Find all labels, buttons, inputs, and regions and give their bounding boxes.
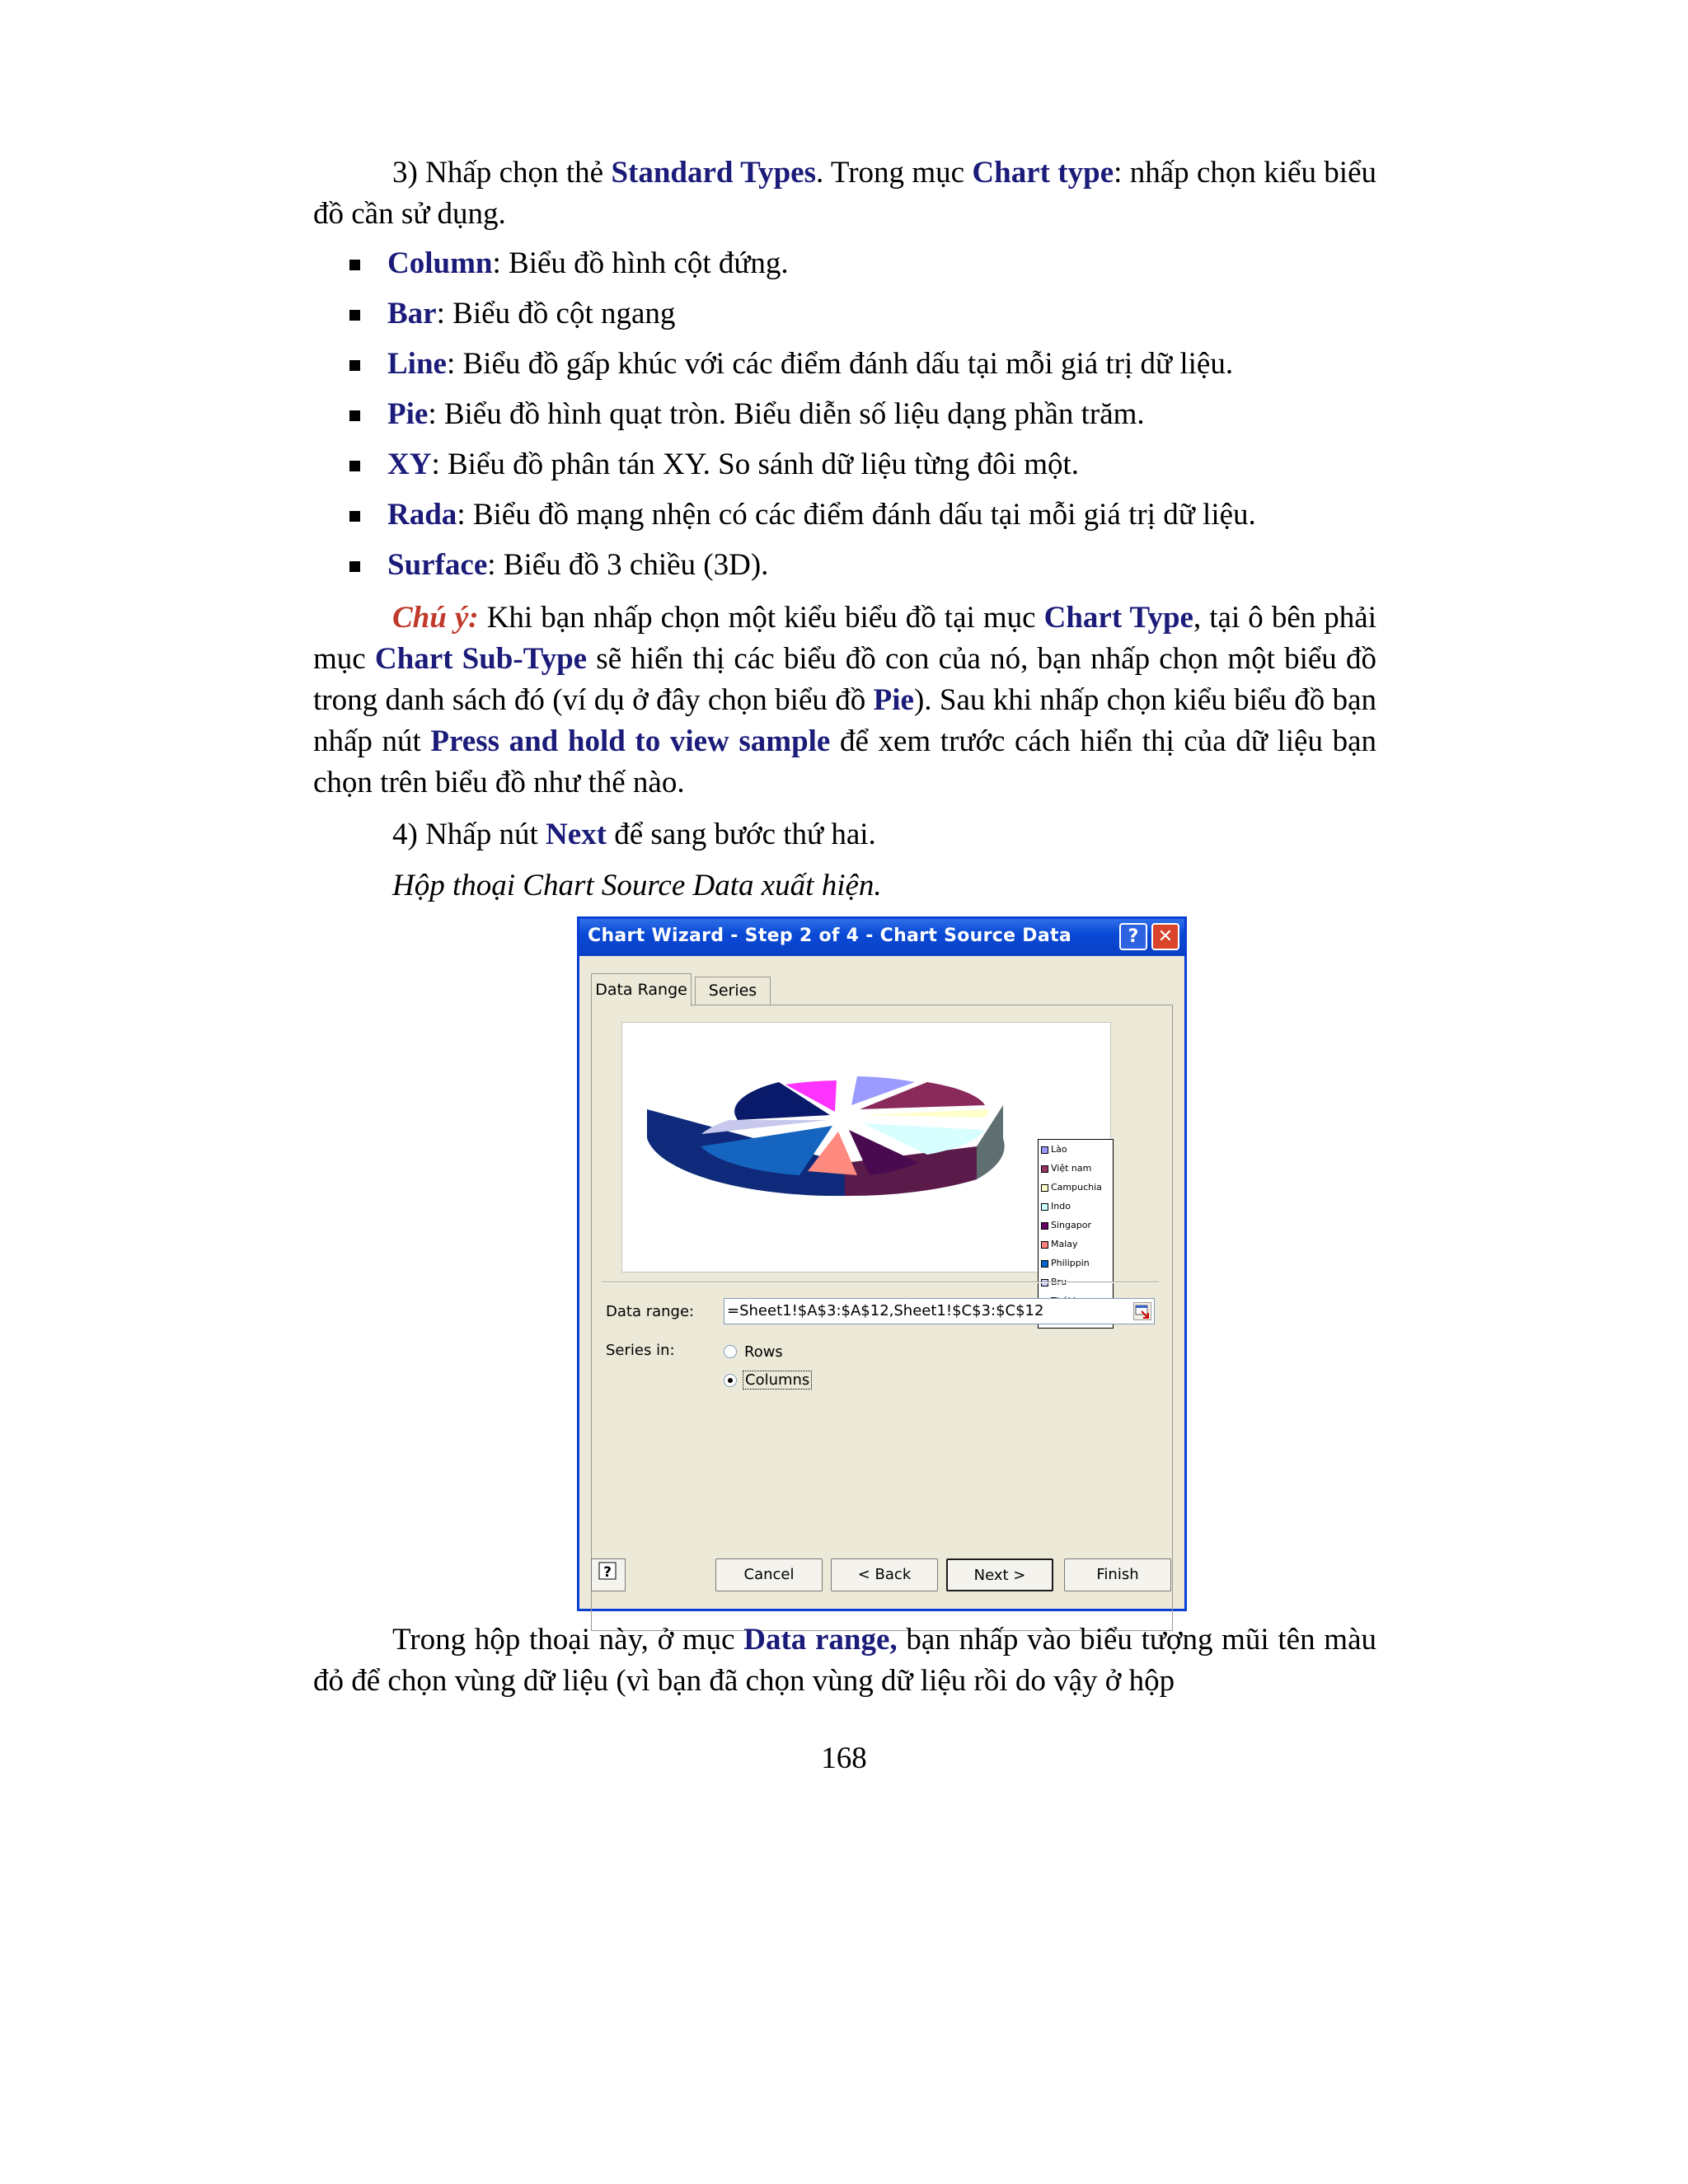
close-button[interactable]: ✕ bbox=[1151, 923, 1179, 950]
legend-label: Singapor bbox=[1051, 1220, 1091, 1230]
text: để sang bước thứ hai. bbox=[606, 818, 876, 851]
text: để xem trước cách hiển thị của dữ liệu bạn chọn trên biểu đồ như thế nào. bbox=[313, 724, 1376, 799]
finish-button[interactable]: Finish bbox=[1064, 1558, 1171, 1591]
data-range-label: Data range: bbox=[606, 1303, 695, 1320]
term: Pie bbox=[873, 683, 914, 717]
legend-item bbox=[1041, 1197, 1113, 1216]
list-item bbox=[387, 344, 1418, 394]
legend-swatch bbox=[1041, 1146, 1048, 1154]
collapse-dialog-icon[interactable] bbox=[1133, 1302, 1151, 1320]
data-range-value: =Sheet1!$A$3:$A$12,Sheet1!$C$3:$C$12 bbox=[727, 1302, 1044, 1319]
term-data-range: Data range, bbox=[743, 1623, 898, 1657]
term: Press and hold to view sample bbox=[430, 724, 831, 758]
paragraph-step-3 bbox=[313, 152, 1376, 235]
legend-label: Campuchia bbox=[1051, 1182, 1102, 1193]
radio-columns[interactable] bbox=[724, 1374, 737, 1387]
legend-swatch bbox=[1041, 1241, 1048, 1249]
legend-item bbox=[1041, 1159, 1113, 1178]
bullet-icon bbox=[349, 360, 360, 371]
legend-item bbox=[1041, 1235, 1113, 1254]
radio-selected-dot bbox=[728, 1378, 733, 1383]
page-number: 168 bbox=[821, 1741, 867, 1775]
term: Pie bbox=[387, 397, 429, 431]
text: : Biểu đồ hình quạt tròn. Biểu diễn số liệu dạng phần trăm. bbox=[428, 397, 1145, 431]
title-bar bbox=[579, 919, 1184, 956]
help-icon[interactable] bbox=[591, 1558, 626, 1591]
text: : Biểu đồ phân tán XY. So sánh dữ liệu từng đôi một. bbox=[431, 448, 1080, 481]
text: : Biểu đồ mạng nhện có các điểm đánh dấu tại mỗi giá trị dữ liệu. bbox=[457, 498, 1256, 532]
legend-swatch bbox=[1041, 1260, 1048, 1268]
paragraph-data-range bbox=[313, 1619, 1376, 1702]
help-button[interactable]: ? bbox=[1119, 923, 1147, 950]
text: Trong hộp thoại này, ở mục bbox=[392, 1623, 744, 1657]
legend-swatch bbox=[1041, 1184, 1048, 1192]
radio-rows-label[interactable]: Rows bbox=[744, 1343, 783, 1361]
paragraph-step-4 bbox=[313, 814, 1376, 855]
text: : Biểu đồ gấp khúc với các điểm đánh dấu tại mỗi giá trị dữ liệu. bbox=[446, 347, 1234, 381]
text: : Biểu đồ cột ngang bbox=[436, 297, 676, 330]
legend-item bbox=[1041, 1140, 1113, 1159]
bullet-icon bbox=[349, 310, 360, 321]
legend-label: Bru bbox=[1051, 1277, 1067, 1287]
legend-item bbox=[1041, 1254, 1113, 1272]
legend-item bbox=[1041, 1178, 1113, 1197]
cancel-button[interactable]: Cancel bbox=[715, 1558, 823, 1591]
bullet-icon bbox=[349, 410, 360, 421]
data-range-input[interactable] bbox=[724, 1298, 1155, 1324]
text: 4) Nhấp nút bbox=[392, 818, 546, 851]
text: bạn nhấp vào biểu tượng mũi tên màu đỏ để chọn vùng dữ liệu (vì bạn đã chọn vùng dữ liệu rồi do vậy ở hộp bbox=[313, 1623, 1376, 1698]
pie-slice-campuchia bbox=[861, 1109, 989, 1118]
legend-item bbox=[1041, 1216, 1113, 1235]
legend-label: Philippin bbox=[1051, 1258, 1090, 1268]
list-item bbox=[387, 293, 1418, 344]
text: : Biểu đồ 3 chiều (3D). bbox=[487, 548, 769, 582]
legend-label: Malay bbox=[1051, 1239, 1078, 1249]
back-button[interactable]: < Back bbox=[831, 1558, 938, 1591]
list-item bbox=[387, 545, 1418, 595]
note-label: Chú ý: bbox=[392, 601, 479, 635]
list-item bbox=[387, 243, 1418, 293]
next-button[interactable]: Next > bbox=[946, 1558, 1053, 1591]
term-chart-type: Chart type bbox=[972, 156, 1114, 190]
tab-series[interactable]: Series bbox=[695, 977, 771, 1005]
term: Chart Type bbox=[1043, 601, 1193, 635]
term: Line bbox=[387, 347, 447, 381]
text: ). Sau khi nhấp chọn kiểu biểu đồ bạn nhấp nút bbox=[313, 683, 1376, 758]
bullet-icon bbox=[349, 511, 360, 522]
term: Column bbox=[387, 246, 493, 280]
term-standard-types: Standard Types bbox=[611, 156, 816, 190]
legend-label: Indo bbox=[1051, 1201, 1071, 1212]
legend-label: Việt nam bbox=[1051, 1163, 1092, 1174]
text: , tại ô bên phải mục bbox=[313, 601, 1377, 676]
series-in-label: Series in: bbox=[606, 1342, 675, 1359]
term-next: Next bbox=[546, 818, 607, 851]
radio-rows[interactable] bbox=[724, 1345, 737, 1358]
tab-data-range[interactable]: Data Range bbox=[591, 973, 692, 1006]
legend-swatch bbox=[1041, 1165, 1048, 1173]
chart-preview bbox=[621, 1022, 1111, 1287]
paragraph-note bbox=[313, 598, 1376, 804]
term: Surface bbox=[387, 548, 488, 582]
radio-columns-label[interactable]: Columns bbox=[743, 1371, 812, 1390]
separator bbox=[602, 1282, 1159, 1283]
dialog-title: Chart Wizard - Step 2 of 4 - Chart Source Data bbox=[588, 926, 1071, 946]
list-item bbox=[387, 444, 1418, 494]
list-item bbox=[387, 494, 1418, 545]
text: : Biểu đồ hình cột đứng. bbox=[492, 246, 789, 280]
list-item bbox=[387, 394, 1418, 444]
term: Rada bbox=[387, 498, 457, 532]
text: 3) Nhấp chọn thẻ bbox=[392, 156, 612, 190]
bullet-icon bbox=[349, 461, 360, 471]
figure-caption: Hộp thoại Chart Source Data xuất hiện. bbox=[392, 869, 882, 902]
chart-type-list bbox=[387, 243, 1418, 595]
svg-text:?: ? bbox=[603, 1564, 612, 1581]
text: Khi bạn nhấp chọn một kiểu biểu đồ tại mục bbox=[478, 601, 1044, 635]
bullet-icon bbox=[349, 260, 360, 270]
legend-label: Lào bbox=[1051, 1144, 1067, 1155]
legend-swatch bbox=[1041, 1222, 1048, 1230]
text: : nhấp chọn kiểu biểu đồ cần sử dụng. bbox=[313, 156, 1376, 231]
legend-swatch bbox=[1041, 1203, 1048, 1211]
text: . Trong mục bbox=[816, 156, 973, 190]
term: XY bbox=[387, 448, 432, 481]
term: Chart Sub-Type bbox=[374, 642, 588, 676]
term: Bar bbox=[387, 297, 437, 330]
bullet-icon bbox=[349, 561, 360, 572]
chart-wizard-dialog bbox=[577, 916, 1187, 1611]
text: sẽ hiển thị các biểu đồ con của nó, bạn nhấp chọn một biểu đồ trong danh sách đó (ví dụ ở đây chọn biểu đồ bbox=[313, 642, 1376, 717]
